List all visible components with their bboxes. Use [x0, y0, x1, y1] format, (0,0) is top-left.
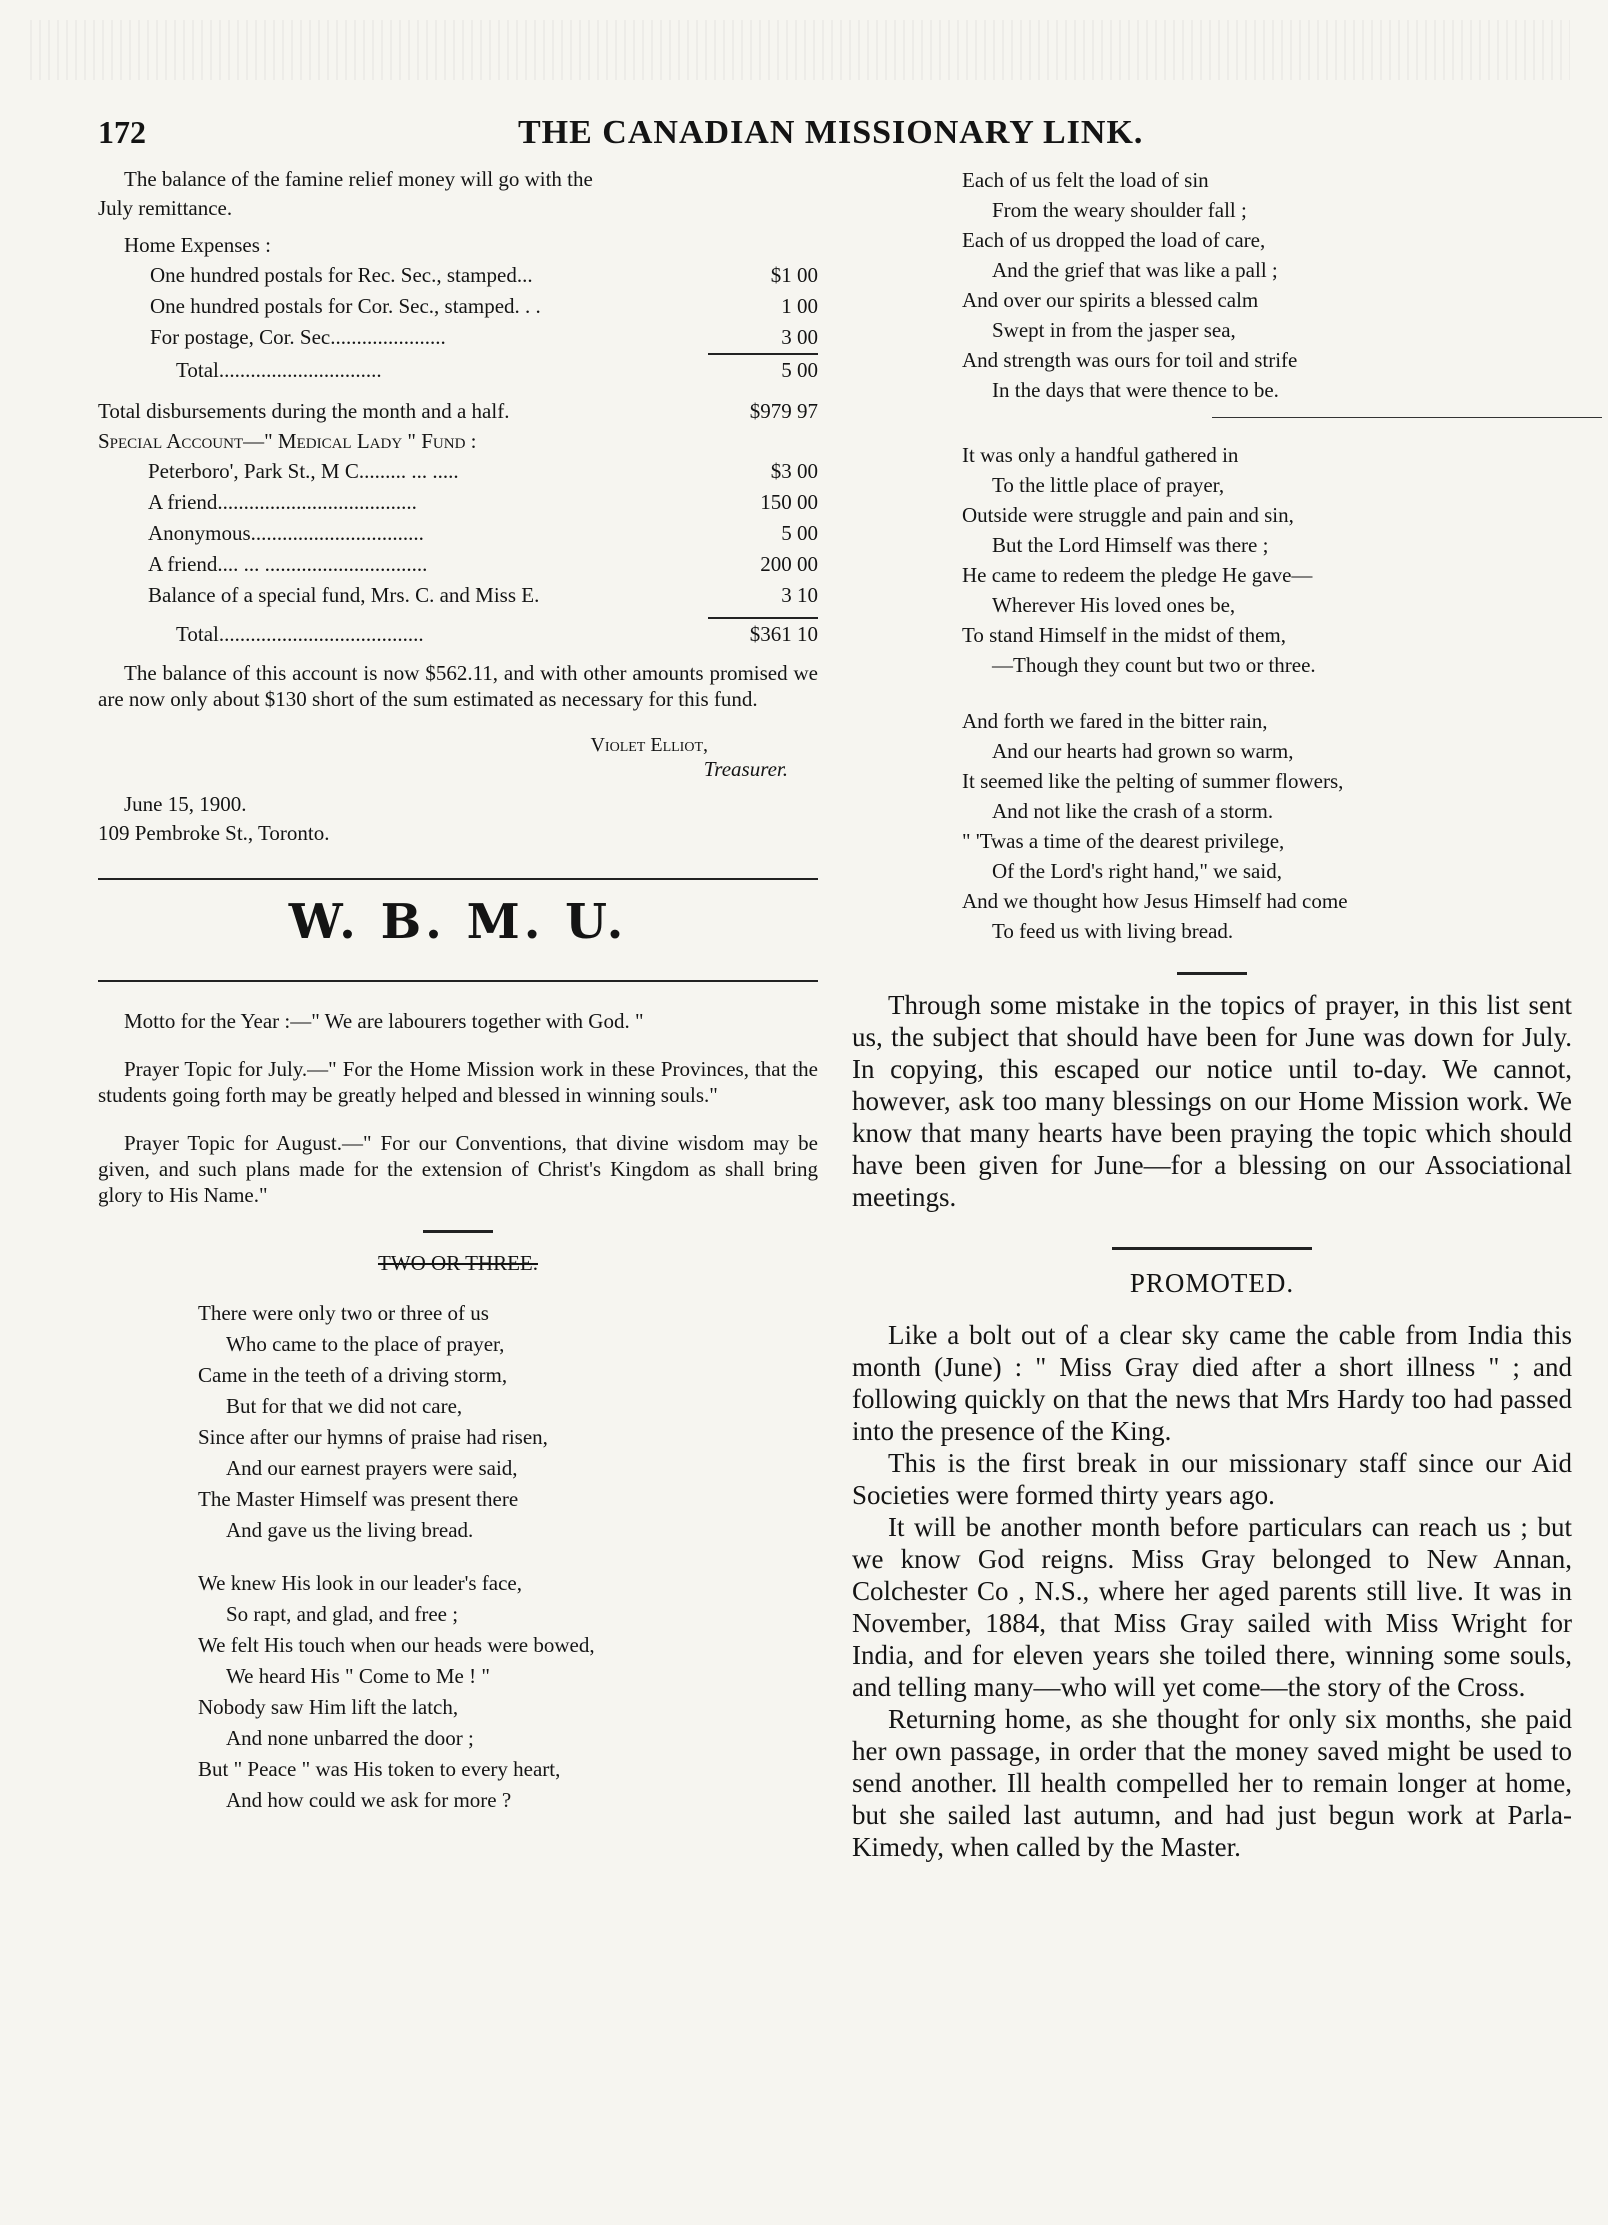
section-title: W. B. M. U.	[288, 894, 628, 950]
total-amount: 5 00	[781, 358, 818, 382]
page-number: 172	[98, 114, 146, 150]
short-rule	[423, 1230, 493, 1233]
disbursements-label: Total disbursements during the month and a half.	[98, 399, 510, 423]
poem-line: The Master Himself was present there	[198, 1487, 519, 1511]
poem-line: And the grief that was like a pall ;	[992, 258, 1278, 282]
special-amount: 150 00	[760, 490, 818, 514]
special-row	[98, 580, 818, 611]
poem-line: —Though they count but two or three.	[992, 653, 1316, 677]
poem-line: Of the Lord's right hand," we said,	[992, 859, 1282, 883]
right-column	[852, 165, 1572, 1863]
poem-line: And none unbarred the door ;	[226, 1726, 474, 1750]
poem-right	[852, 165, 1572, 958]
poem-line: From the weary shoulder fall ;	[992, 198, 1247, 222]
promoted-paragraph: This is the first break in our missionary staff since our Aid Societies were formed thirty years ago.	[852, 1448, 1572, 1510]
expense-amount: 1 00	[781, 294, 818, 318]
poem-stanza	[198, 1298, 818, 1546]
total-label: Total.......................................	[176, 622, 424, 646]
poem-line: In the days that were thence to be.	[992, 378, 1279, 402]
poem-line: And our earnest prayers were said,	[226, 1456, 518, 1480]
promoted-paragraph: It will be another month before particulars can reach us ; but we know God reigns. Miss Gray belonged to New Annan, Colchester Co , N.S., where her aged parents still live. It was in November, 1884, that Miss Gray sailed with Miss Wright for India, and for eleven years she toiled there, winning some souls, and telling many—who will yet come—the story of the Cross.	[852, 1512, 1572, 1702]
poem-line: And over our spirits a blessed calm	[962, 288, 1259, 312]
promoted-heading: PROMOTED.	[1129, 1268, 1295, 1298]
poem-line: Each of us dropped the load of care,	[962, 228, 1266, 252]
special-label: A friend.... ... ...............................	[148, 552, 428, 576]
left-column	[98, 165, 818, 1838]
prayer-topic-august: Prayer Topic for August.—" For our Conventions, that divine wisdom may be given, and such plans made for the extension of Christ's Kingdom as shall bring glory to His Name."	[98, 1131, 818, 1207]
scan-noise	[30, 20, 1570, 80]
special-row	[98, 518, 818, 549]
expense-label: One hundred postals for Cor. Sec., stamped. . .	[150, 294, 541, 318]
special-amount: 5 00	[781, 521, 818, 545]
special-account-heading: Special Account—" Medical Lady " Fund :	[98, 429, 477, 453]
poem-line: But " Peace " was His token to every heart,	[198, 1757, 561, 1781]
poem-line: We felt His touch when our heads were bowed,	[198, 1633, 595, 1657]
expense-row	[98, 322, 818, 353]
poem-stanza	[962, 440, 1572, 692]
poem-line: And strength was ours for toil and strife	[962, 348, 1298, 372]
poem-line: We knew His look in our leader's face,	[198, 1571, 522, 1595]
promoted-paragraph: Returning home, as she thought for only six months, she paid her own passage, in order that the money saved might be used to send another. Ill health compelled her to remain longer at home, but she sailed last autumn, and had just begun work at Parla-Kimedy, when called by the Master.	[852, 1704, 1572, 1862]
stanza-separator	[1212, 417, 1602, 418]
poem-line: Since after our hymns of praise had risen,	[198, 1425, 548, 1449]
total-amount: $361 10	[749, 622, 818, 646]
poem-line: But for that we did not care,	[226, 1394, 463, 1418]
section-rule	[98, 980, 818, 982]
signature-title: Treasurer.	[703, 757, 788, 781]
poem-stanza	[198, 1568, 818, 1816]
topics-note: Through some mistake in the topics of prayer, in this list sent us, the subject that should have been for June was down for July. In copying, this escaped our notice until to-day. We cannot, however, ask too many blessings on our Home Mission work. We know that many hearts have been praying the topic which should have been given for June—for a blessing on our Associational meetings.	[852, 990, 1572, 1212]
special-label: Anonymous.................................	[148, 521, 424, 545]
poem-line: Wherever His loved ones be,	[992, 593, 1236, 617]
short-rule	[1177, 972, 1247, 975]
poem-line: To stand Himself in the midst of them,	[962, 623, 1286, 647]
poem-stanza	[962, 706, 1572, 958]
balance-note: The balance of this account is now $562.11, and with other amounts promised we are now only about $130 short of the sum estimated as necessary for this fund.	[98, 661, 818, 711]
poem-line: We heard His " Come to Me ! "	[226, 1664, 490, 1688]
section-rule	[98, 878, 818, 880]
motto: Motto for the Year :—" We are labourers together with God. "	[124, 1009, 644, 1033]
signature-name: Violet Elliot,	[590, 734, 708, 756]
heading-rule	[1112, 1247, 1312, 1250]
poem-line: Nobody saw Him lift the latch,	[198, 1695, 459, 1719]
special-label: Peterboro', Park St., M C......... ... .....	[148, 459, 459, 483]
home-total-row	[98, 355, 818, 386]
poem-line: Who came to the place of prayer,	[226, 1332, 505, 1356]
poem-line: And not like the crash of a storm.	[992, 799, 1274, 823]
special-amount: 3 10	[781, 583, 818, 607]
prayer-topic-july: Prayer Topic for July.—" For the Home Mission work in these Provinces, that the students going forth may be greatly helped and blessed in winning souls."	[98, 1057, 818, 1107]
poem-line: And gave us the living bread.	[226, 1518, 474, 1542]
poem-left	[98, 1298, 818, 1816]
poem-line: Came in the teeth of a driving storm,	[198, 1363, 508, 1387]
poem-title: TWO OR THREE.	[377, 1251, 538, 1275]
special-row	[98, 456, 818, 487]
expense-row	[98, 291, 818, 322]
expense-row	[98, 260, 818, 291]
poem-line: Outside were struggle and pain and sin,	[962, 503, 1294, 527]
poem-line: It seemed like the pelting of summer flowers,	[962, 769, 1344, 793]
promoted-paragraph: Like a bolt out of a clear sky came the cable from India this month (June) : " Miss Gray died after a short illness " ; and following quickly on that the news that Mrs Hardy too had passed into the presence of the King.	[852, 1320, 1572, 1446]
home-expenses-heading: Home Expenses :	[124, 233, 271, 257]
expense-amount: 3 00	[781, 325, 818, 349]
poem-stanza	[962, 165, 1572, 417]
poem-line: And forth we fared in the bitter rain,	[962, 709, 1268, 733]
intro-line: July remittance.	[98, 196, 233, 220]
disbursements-row	[98, 396, 818, 427]
special-row	[98, 549, 818, 580]
expense-amount: $1 00	[770, 263, 818, 287]
poem-line: There were only two or three of us	[198, 1301, 489, 1325]
poem-line: It was only a handful gathered in	[962, 443, 1239, 467]
special-total-row	[98, 619, 818, 650]
poem-line: And our hearts had grown so warm,	[992, 739, 1294, 763]
special-label: A friend......................................	[148, 490, 417, 514]
special-label: Balance of a special fund, Mrs. C. and Miss E.	[148, 583, 540, 607]
disbursements-amount: $979 97	[749, 399, 818, 423]
poem-line: And we thought how Jesus Himself had come	[962, 889, 1348, 913]
page-header	[98, 108, 1568, 158]
letter-address: 109 Pembroke St., Toronto.	[98, 821, 330, 845]
poem-line: " 'Twas a time of the dearest privilege,	[962, 829, 1285, 853]
expense-label: For postage, Cor. Sec......................	[150, 325, 446, 349]
special-row	[98, 487, 818, 518]
poem-line: He came to redeem the pledge He gave—	[962, 563, 1313, 587]
poem-line: Swept in from the jasper sea,	[992, 318, 1236, 342]
poem-line: Each of us felt the load of sin	[962, 168, 1209, 192]
total-label: Total...............................	[176, 358, 382, 382]
intro-line: The balance of the famine relief money will go with the	[124, 167, 593, 191]
poem-line: But the Lord Himself was there ;	[992, 533, 1269, 557]
poem-line: To feed us with living bread.	[992, 919, 1234, 943]
poem-line: To the little place of prayer,	[992, 473, 1225, 497]
poem-line: And how could we ask for more ?	[226, 1788, 512, 1812]
special-amount: $3 00	[770, 459, 818, 483]
poem-line: So rapt, and glad, and free ;	[226, 1602, 459, 1626]
special-amount: 200 00	[760, 552, 818, 576]
journal-title: THE CANADIAN MISSIONARY LINK.	[518, 114, 1144, 151]
letter-date: June 15, 1900.	[124, 792, 247, 816]
expense-label: One hundred postals for Rec. Sec., stamped...	[150, 263, 533, 287]
